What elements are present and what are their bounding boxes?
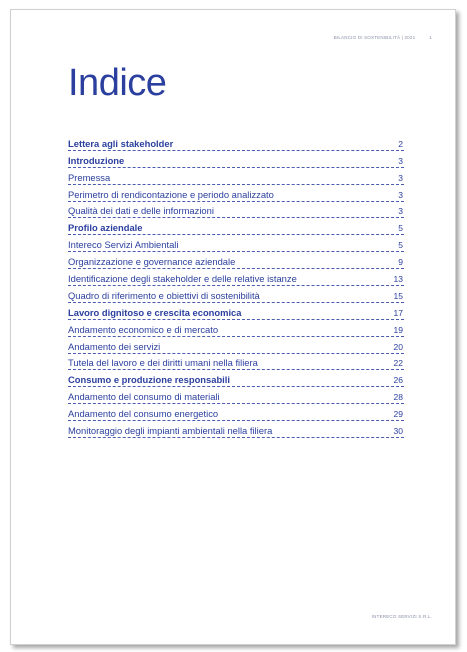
toc-subsection-entry[interactable] — [68, 286, 404, 303]
toc-entry-page-number: 26 — [393, 375, 403, 386]
toc-entry-page-number: 3 — [398, 172, 403, 183]
header-page-number: 1 — [429, 35, 432, 40]
footer-company: INTERECO SERVIZI S.R.L. — [371, 614, 432, 619]
toc-entry-page-number: 13 — [393, 274, 403, 285]
toc-entry-label: Profilo aziendale — [68, 222, 143, 234]
toc-entry-label: Lettera agli stakeholder — [68, 137, 174, 149]
toc-subsection-entry[interactable] — [68, 320, 404, 337]
toc-entry-label: Consumo e produzione responsabili — [68, 374, 230, 386]
toc-entry-page-number: 30 — [393, 426, 403, 437]
toc-entry-page-number: 3 — [398, 206, 403, 217]
toc-entry-label: Premessa — [68, 171, 111, 183]
toc-subsection-entry[interactable] — [68, 185, 404, 202]
toc-entry-page-number: 2 — [398, 138, 403, 149]
toc-section-entry[interactable] — [68, 303, 404, 320]
toc-section-entry[interactable] — [68, 218, 404, 235]
table-of-contents — [68, 134, 404, 438]
toc-entry-label: Introduzione — [68, 154, 125, 166]
toc-subsection-entry[interactable] — [68, 235, 404, 252]
toc-section-entry[interactable] — [68, 134, 404, 151]
running-header — [334, 35, 432, 40]
toc-entry-page-number: 3 — [398, 189, 403, 200]
toc-subsection-entry[interactable] — [68, 202, 404, 219]
toc-entry-label: Andamento economico e di mercato — [68, 323, 219, 335]
toc-entry-label: Andamento del consumo di materiali — [68, 391, 220, 403]
toc-entry-page-number: 22 — [393, 358, 403, 369]
running-title: BILANCIO DI SOSTENIBILITÀ | 2021 — [333, 35, 416, 40]
toc-entry-label: Quadro di riferimento e obiettivi di sostenibilità — [68, 289, 260, 301]
toc-entry-label: Perimetro di rendicontazione e periodo analizzato — [68, 188, 274, 200]
toc-section-entry[interactable] — [68, 370, 404, 387]
toc-subsection-entry[interactable] — [68, 404, 404, 421]
toc-entry-label: Lavoro dignitoso e crescita economica — [68, 306, 242, 318]
toc-subsection-entry[interactable] — [68, 252, 404, 269]
page-title: Indice — [68, 62, 167, 104]
toc-entry-page-number: 15 — [393, 290, 403, 301]
toc-entry-page-number: 20 — [393, 341, 403, 352]
toc-subsection-entry[interactable] — [68, 354, 404, 371]
document-page — [10, 9, 456, 645]
toc-entry-page-number: 29 — [393, 409, 403, 420]
toc-entry-label: Andamento dei servizi — [68, 340, 161, 352]
toc-entry-page-number: 28 — [393, 392, 403, 403]
toc-entry-page-number: 19 — [393, 324, 403, 335]
toc-subsection-entry[interactable] — [68, 421, 404, 438]
toc-entry-page-number: 5 — [398, 223, 403, 234]
toc-subsection-entry[interactable] — [68, 337, 404, 354]
toc-section-entry[interactable] — [68, 151, 404, 168]
toc-entry-label: Monitoraggio degli impianti ambientali nella filiera — [68, 425, 273, 437]
toc-entry-page-number: 5 — [398, 240, 403, 251]
toc-subsection-entry[interactable] — [68, 387, 404, 404]
toc-entry-label: Intereco Servizi Ambientali — [68, 239, 179, 251]
toc-entry-label: Tutela del lavoro e dei diritti umani nella filiera — [68, 357, 258, 369]
toc-entry-page-number: 9 — [398, 257, 403, 268]
toc-entry-label: Andamento del consumo energetico — [68, 408, 219, 420]
toc-entry-page-number: 3 — [398, 155, 403, 166]
toc-entry-label: Qualità dei dati e delle informazioni — [68, 205, 214, 217]
toc-entry-page-number: 17 — [393, 307, 403, 318]
toc-entry-label: Organizzazione e governance aziendale — [68, 256, 236, 268]
toc-subsection-entry[interactable] — [68, 168, 404, 185]
toc-entry-label: Identificazione degli stakeholder e delle relative istanze — [68, 273, 297, 285]
toc-subsection-entry[interactable] — [68, 269, 404, 286]
